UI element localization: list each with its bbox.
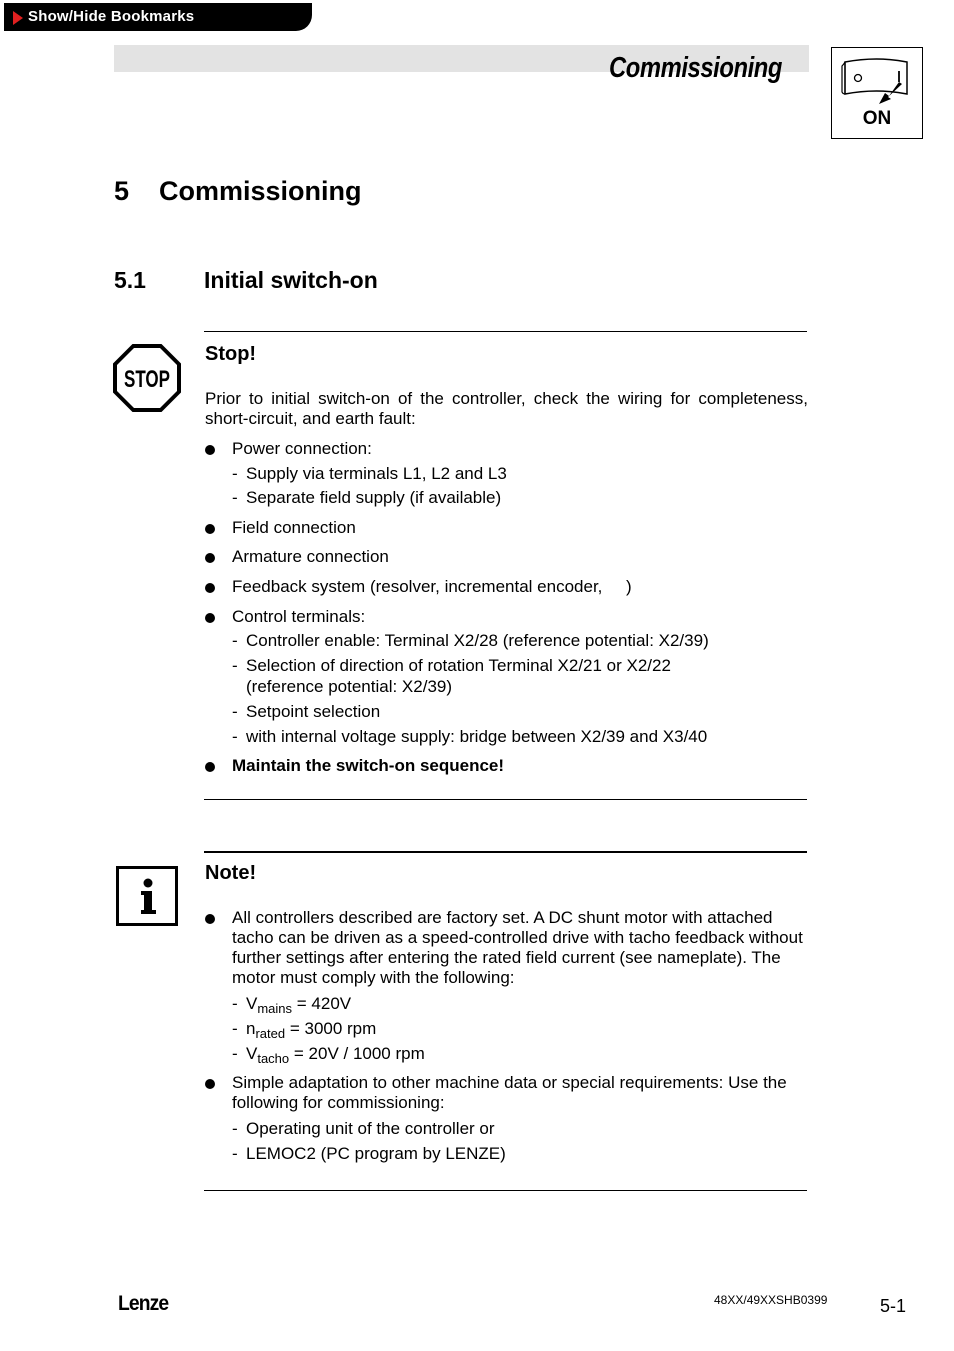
bullet-icon xyxy=(205,613,215,623)
stop-block-top-rule xyxy=(204,331,807,332)
list-item-emphasis: Maintain the switch-on sequence! xyxy=(232,756,505,775)
bullet-icon xyxy=(205,1079,215,1089)
motor-spec-item: - $V_{tacho} = 20V / 1000$ rpm xyxy=(232,1044,425,1066)
sub-list-item: - Setpoint selection xyxy=(232,702,381,721)
triangle-right-icon xyxy=(13,11,23,25)
chapter-title: Commissioning xyxy=(159,176,362,206)
bullet-icon xyxy=(205,524,215,534)
stop-block-bottom-rule xyxy=(204,799,807,800)
on-label: ON xyxy=(862,108,892,129)
sub-list-item: - Selection of direction of rotation Terminal X2/21 or X2/22 xyxy=(232,656,671,675)
switch-on-pictogram xyxy=(831,47,923,139)
document-code: 48XX/49XXSHB0399 xyxy=(714,1293,828,1307)
motor-spec-item: - $V_{mains} = 420V$ xyxy=(232,994,352,1016)
list-item: Armature connection xyxy=(232,547,389,566)
sub-list-item: - with internal voltage supply: bridge between X2/39 and X3/40 xyxy=(232,727,708,746)
stop-heading: Stop! xyxy=(205,343,257,365)
sub-list-item: - Supply via terminals L1, L2 and L3 xyxy=(232,464,507,483)
list-item: Field connection xyxy=(232,518,356,537)
bullet-icon xyxy=(205,553,215,563)
power-switch-icon xyxy=(839,56,915,106)
note-block-top-rule xyxy=(204,851,807,853)
bullet-icon xyxy=(205,914,215,924)
sub-list-item: - Controller enable: Terminal X2/28 (reference potential: X2/39) xyxy=(232,631,709,650)
bullet-icon xyxy=(205,445,215,455)
chapter-number: 5 xyxy=(114,176,130,206)
motor-spec-item: - $n_{rated} = 3000$ rpm xyxy=(232,1019,377,1041)
bookmark-tab-label: Show/Hide Bookmarks xyxy=(28,8,195,25)
sub-list-item-continued: (reference potential: X2/39) xyxy=(246,677,453,696)
note-paragraph: All controllers described are factory set. A DC shunt motor with attached tacho can be driven as a speed-controlled drive with tacho feedback without further settings after entering the rated field current (see nameplate). The motor must comply with the following: xyxy=(232,908,803,987)
list-item: Control terminals: xyxy=(232,607,366,626)
sub-list-item: - Separate field supply (if available) xyxy=(232,488,502,507)
note-heading: Note! xyxy=(205,862,257,884)
show-hide-bookmarks-button[interactable] xyxy=(4,3,312,31)
page-number: 5-1 xyxy=(880,1296,907,1316)
list-item: Feedback system (resolver, incremental encoder, ) xyxy=(232,577,632,596)
note-paragraph: Simple adaptation to other machine data or special requirements: Use the following for commissioning: xyxy=(232,1073,787,1112)
running-header-title: Commissioning xyxy=(608,52,782,84)
note-block-bottom-rule xyxy=(204,1190,807,1191)
section-number: 5.1 xyxy=(114,267,146,293)
sub-list-item: - LEMOC2 (PC program by LENZE) xyxy=(232,1144,506,1163)
lenze-logo: Lenze xyxy=(118,1292,169,1315)
stop-sign-icon xyxy=(112,343,182,413)
sub-list-item: - Operating unit of the controller or xyxy=(232,1119,495,1138)
stop-sign-text: STOP xyxy=(124,366,170,393)
stop-intro: Prior to initial switch-on of the controller, check the wiring for completeness, short-circuit, and earth fault: xyxy=(205,389,808,428)
section-title: Initial switch-on xyxy=(204,267,378,293)
info-icon xyxy=(116,866,178,926)
bullet-icon xyxy=(205,762,215,772)
list-item: Power connection: xyxy=(232,439,372,458)
bullet-icon xyxy=(205,583,215,593)
